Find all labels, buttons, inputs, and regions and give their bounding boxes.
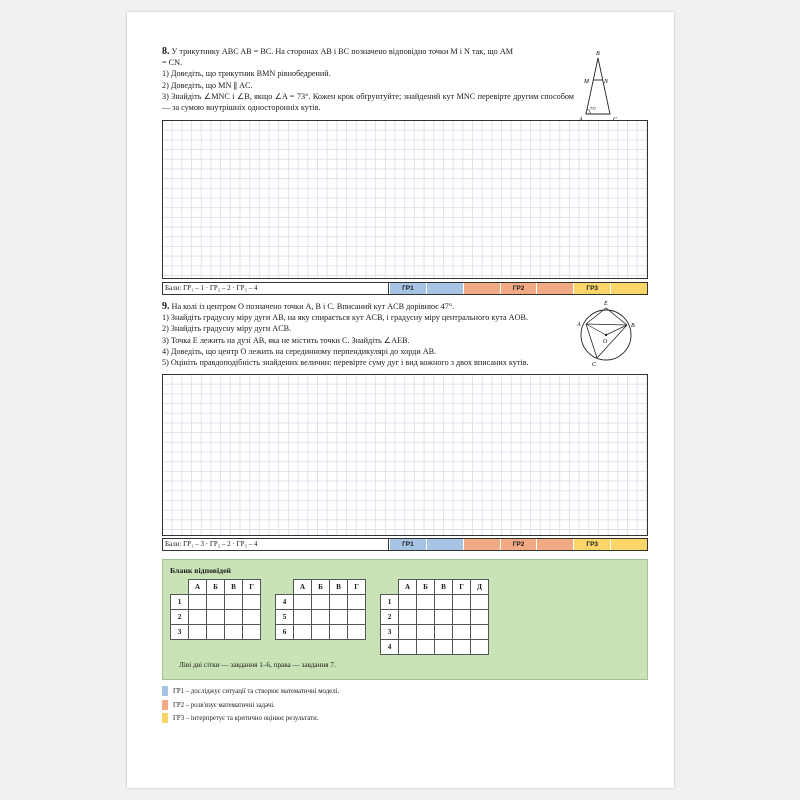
- answer-cell[interactable]: [399, 595, 417, 610]
- circle-label-b: B: [631, 323, 635, 329]
- circle-label-o: O: [603, 339, 608, 345]
- answer-table-2: [275, 579, 366, 640]
- row-header: 4: [381, 640, 399, 655]
- col-header: А: [189, 580, 207, 595]
- answer-cell[interactable]: [348, 610, 366, 625]
- task-8-score-bar: [162, 282, 648, 295]
- legend-swatch-gr2: [162, 700, 168, 710]
- answer-cell[interactable]: [435, 640, 453, 655]
- answer-cell[interactable]: [348, 625, 366, 640]
- row-header: 5: [276, 610, 294, 625]
- corner-cell: [276, 580, 294, 595]
- answer-cell[interactable]: [435, 625, 453, 640]
- answer-cell[interactable]: [294, 610, 312, 625]
- answer-cell[interactable]: [471, 610, 489, 625]
- score-gr1-blank: [426, 283, 463, 294]
- circle-label-a: A: [577, 322, 581, 328]
- circle-label-e: E: [604, 301, 608, 307]
- task-8-item-2: 2) Доведіть, що MN ∥ AC.: [162, 80, 253, 90]
- task-9: [162, 301, 592, 368]
- score-gr1-blank: [426, 539, 463, 550]
- answer-cell[interactable]: [330, 595, 348, 610]
- triangle-angle-label: 73°: [590, 106, 597, 111]
- answer-cell[interactable]: [471, 625, 489, 640]
- answer-cell[interactable]: [471, 595, 489, 610]
- score-gr3-blank: [610, 283, 647, 294]
- legend-gr2: [162, 700, 275, 710]
- corner-cell: [171, 580, 189, 595]
- task-9-item-5: 5) Оцініть правдоподібність знайдених величин: перевірте суму дуг і вид кожного з двох вписаних кутів.: [162, 358, 529, 368]
- answer-cell[interactable]: [189, 595, 207, 610]
- score-gr2-cell: ГР2: [500, 283, 537, 294]
- answer-cell[interactable]: [417, 610, 435, 625]
- legend-text-gr1: ГР1 – досліджує ситуації та створює математичні моделі.: [173, 687, 340, 695]
- answer-cell[interactable]: [312, 595, 330, 610]
- answer-cell[interactable]: [243, 595, 261, 610]
- answer-sheet-title: Бланк відповідей: [170, 566, 232, 575]
- task-8-item-3: 3) Знайдіть ∠MNC і ∠B, якщо ∠A = 73°. Кожен крок обґрунтуйте; знайдений кут MNC перевірте другим способом — за сумою внутрішніх односторонніх кутів.: [162, 91, 574, 113]
- score-gr2-cell: ГР2: [500, 539, 537, 550]
- task-8-number: 8.: [162, 46, 170, 57]
- score-gr2-blank: [463, 539, 500, 550]
- task-8-item-1: 1) Доведіть, що трикутник BMN рівнобедрений.: [162, 69, 331, 79]
- answer-cell[interactable]: [453, 595, 471, 610]
- answer-cell[interactable]: [243, 625, 261, 640]
- col-header: А: [399, 580, 417, 595]
- answer-cell[interactable]: [417, 625, 435, 640]
- answer-cell[interactable]: [330, 625, 348, 640]
- col-header: Д: [471, 580, 489, 595]
- answer-cell[interactable]: [207, 610, 225, 625]
- task-9-score-label: Бали: ГР₁ – 3 · ГР₂ – 2 · ГР₃ – 4: [163, 539, 389, 550]
- row-header: 1: [171, 595, 189, 610]
- answer-cell[interactable]: [453, 625, 471, 640]
- answer-sheet: [162, 559, 648, 680]
- triangle-label-b: B: [596, 51, 600, 57]
- circle-figure: [573, 298, 639, 370]
- answer-table-1: [170, 579, 261, 640]
- col-header: В: [435, 580, 453, 595]
- col-header: Г: [243, 580, 261, 595]
- answer-cell[interactable]: [399, 640, 417, 655]
- answer-cell[interactable]: [417, 595, 435, 610]
- legend-gr1: [162, 686, 339, 696]
- answer-cell[interactable]: [294, 625, 312, 640]
- triangle-label-n: N: [604, 79, 609, 85]
- task-8-score-label: Бали: ГР₁ – 1 · ГР₂ – 2 · ГР₃ – 4: [163, 283, 389, 294]
- legend-text-gr3: ГР3 – інтерпретує та критично оцінює результати.: [173, 714, 319, 722]
- col-header: Г: [453, 580, 471, 595]
- score-gr3-cell: ГР3: [573, 283, 610, 294]
- task-9-item-2: 2) Знайдіть градусну міру дуги ACB.: [162, 324, 292, 334]
- task-9-item-3: 3) Точка E лежить на дузі AB, яка не містить точки C. Знайдіть ∠AEB.: [162, 335, 410, 345]
- task-9-item-4: 4) Доведіть, що центр O лежить на серединному перпендикулярі до хорди AB.: [162, 346, 437, 356]
- col-header: В: [225, 580, 243, 595]
- answer-cell[interactable]: [435, 610, 453, 625]
- row-header: 3: [171, 625, 189, 640]
- answer-sheet-note: Ліві дві сітки — завдання 1–6, права — завдання 7.: [179, 661, 336, 669]
- triangle-figure: [577, 48, 647, 124]
- answer-cell[interactable]: [294, 595, 312, 610]
- legend-swatch-gr1: [162, 686, 168, 696]
- answer-cell[interactable]: [207, 595, 225, 610]
- answer-cell[interactable]: [453, 610, 471, 625]
- answer-table-3: [380, 579, 489, 655]
- triangle-label-m: M: [584, 79, 589, 85]
- col-header: Г: [348, 580, 366, 595]
- task-9-score-bar: [162, 538, 648, 551]
- row-header: 6: [276, 625, 294, 640]
- task-8-line1: У трикутнику ABC AB = BC. На сторонах AB і BC позначено відповідно точки M і N так, що AM: [171, 47, 514, 56]
- answer-cell[interactable]: [225, 595, 243, 610]
- circle-label-c: C: [592, 362, 597, 368]
- answer-cell[interactable]: [207, 625, 225, 640]
- answer-cell[interactable]: [312, 625, 330, 640]
- answer-cell[interactable]: [417, 640, 435, 655]
- legend-swatch-gr3: [162, 713, 168, 723]
- score-gr2-blank: [536, 539, 573, 550]
- legend-text-gr2: ГР2 – розв'язує математичні задачі.: [173, 701, 275, 709]
- answer-cell[interactable]: [435, 595, 453, 610]
- score-gr2-blank: [463, 283, 500, 294]
- score-gr1-cell: ГР1: [389, 283, 426, 294]
- task-8-answer-grid[interactable]: [162, 120, 648, 279]
- answer-cell[interactable]: [399, 610, 417, 625]
- task-9-answer-grid[interactable]: [162, 374, 648, 536]
- answer-cell[interactable]: [453, 640, 471, 655]
- score-gr3-cell: ГР3: [573, 539, 610, 550]
- answer-cell[interactable]: [243, 610, 261, 625]
- task-9-line1: На колі із центром O позначено точки A, B і C. Вписаний кут ACB дорівнює 47°.: [171, 302, 455, 311]
- answer-cell[interactable]: [225, 610, 243, 625]
- answer-cell[interactable]: [348, 595, 366, 610]
- answer-cell[interactable]: [330, 610, 348, 625]
- score-gr1-cell: ГР1: [389, 539, 426, 550]
- answer-cell[interactable]: [189, 610, 207, 625]
- answer-cell[interactable]: [312, 610, 330, 625]
- score-gr3-blank: [610, 539, 647, 550]
- row-header: 4: [276, 595, 294, 610]
- row-header: 1: [381, 595, 399, 610]
- score-gr2-blank: [536, 283, 573, 294]
- row-header: 2: [381, 610, 399, 625]
- answer-cell[interactable]: [225, 625, 243, 640]
- task-8-line1b: = CN.: [162, 58, 183, 68]
- corner-cell: [381, 580, 399, 595]
- col-header: Б: [417, 580, 435, 595]
- task-9-item-1: 1) Знайдіть градусну міру дуги AB, на яку спирається кут ACB, і градусну міру центрального кута AOB.: [162, 313, 529, 323]
- col-header: Б: [312, 580, 330, 595]
- col-header: В: [330, 580, 348, 595]
- col-header: А: [294, 580, 312, 595]
- row-header: 2: [171, 610, 189, 625]
- answer-cell[interactable]: [399, 625, 417, 640]
- row-header: 3: [381, 625, 399, 640]
- worksheet-page: [127, 12, 674, 788]
- task-9-number: 9.: [162, 301, 170, 312]
- task-8: [162, 46, 574, 113]
- col-header: Б: [207, 580, 225, 595]
- answer-cell[interactable]: [189, 625, 207, 640]
- answer-cell[interactable]: [471, 640, 489, 655]
- legend-gr3: [162, 713, 318, 723]
